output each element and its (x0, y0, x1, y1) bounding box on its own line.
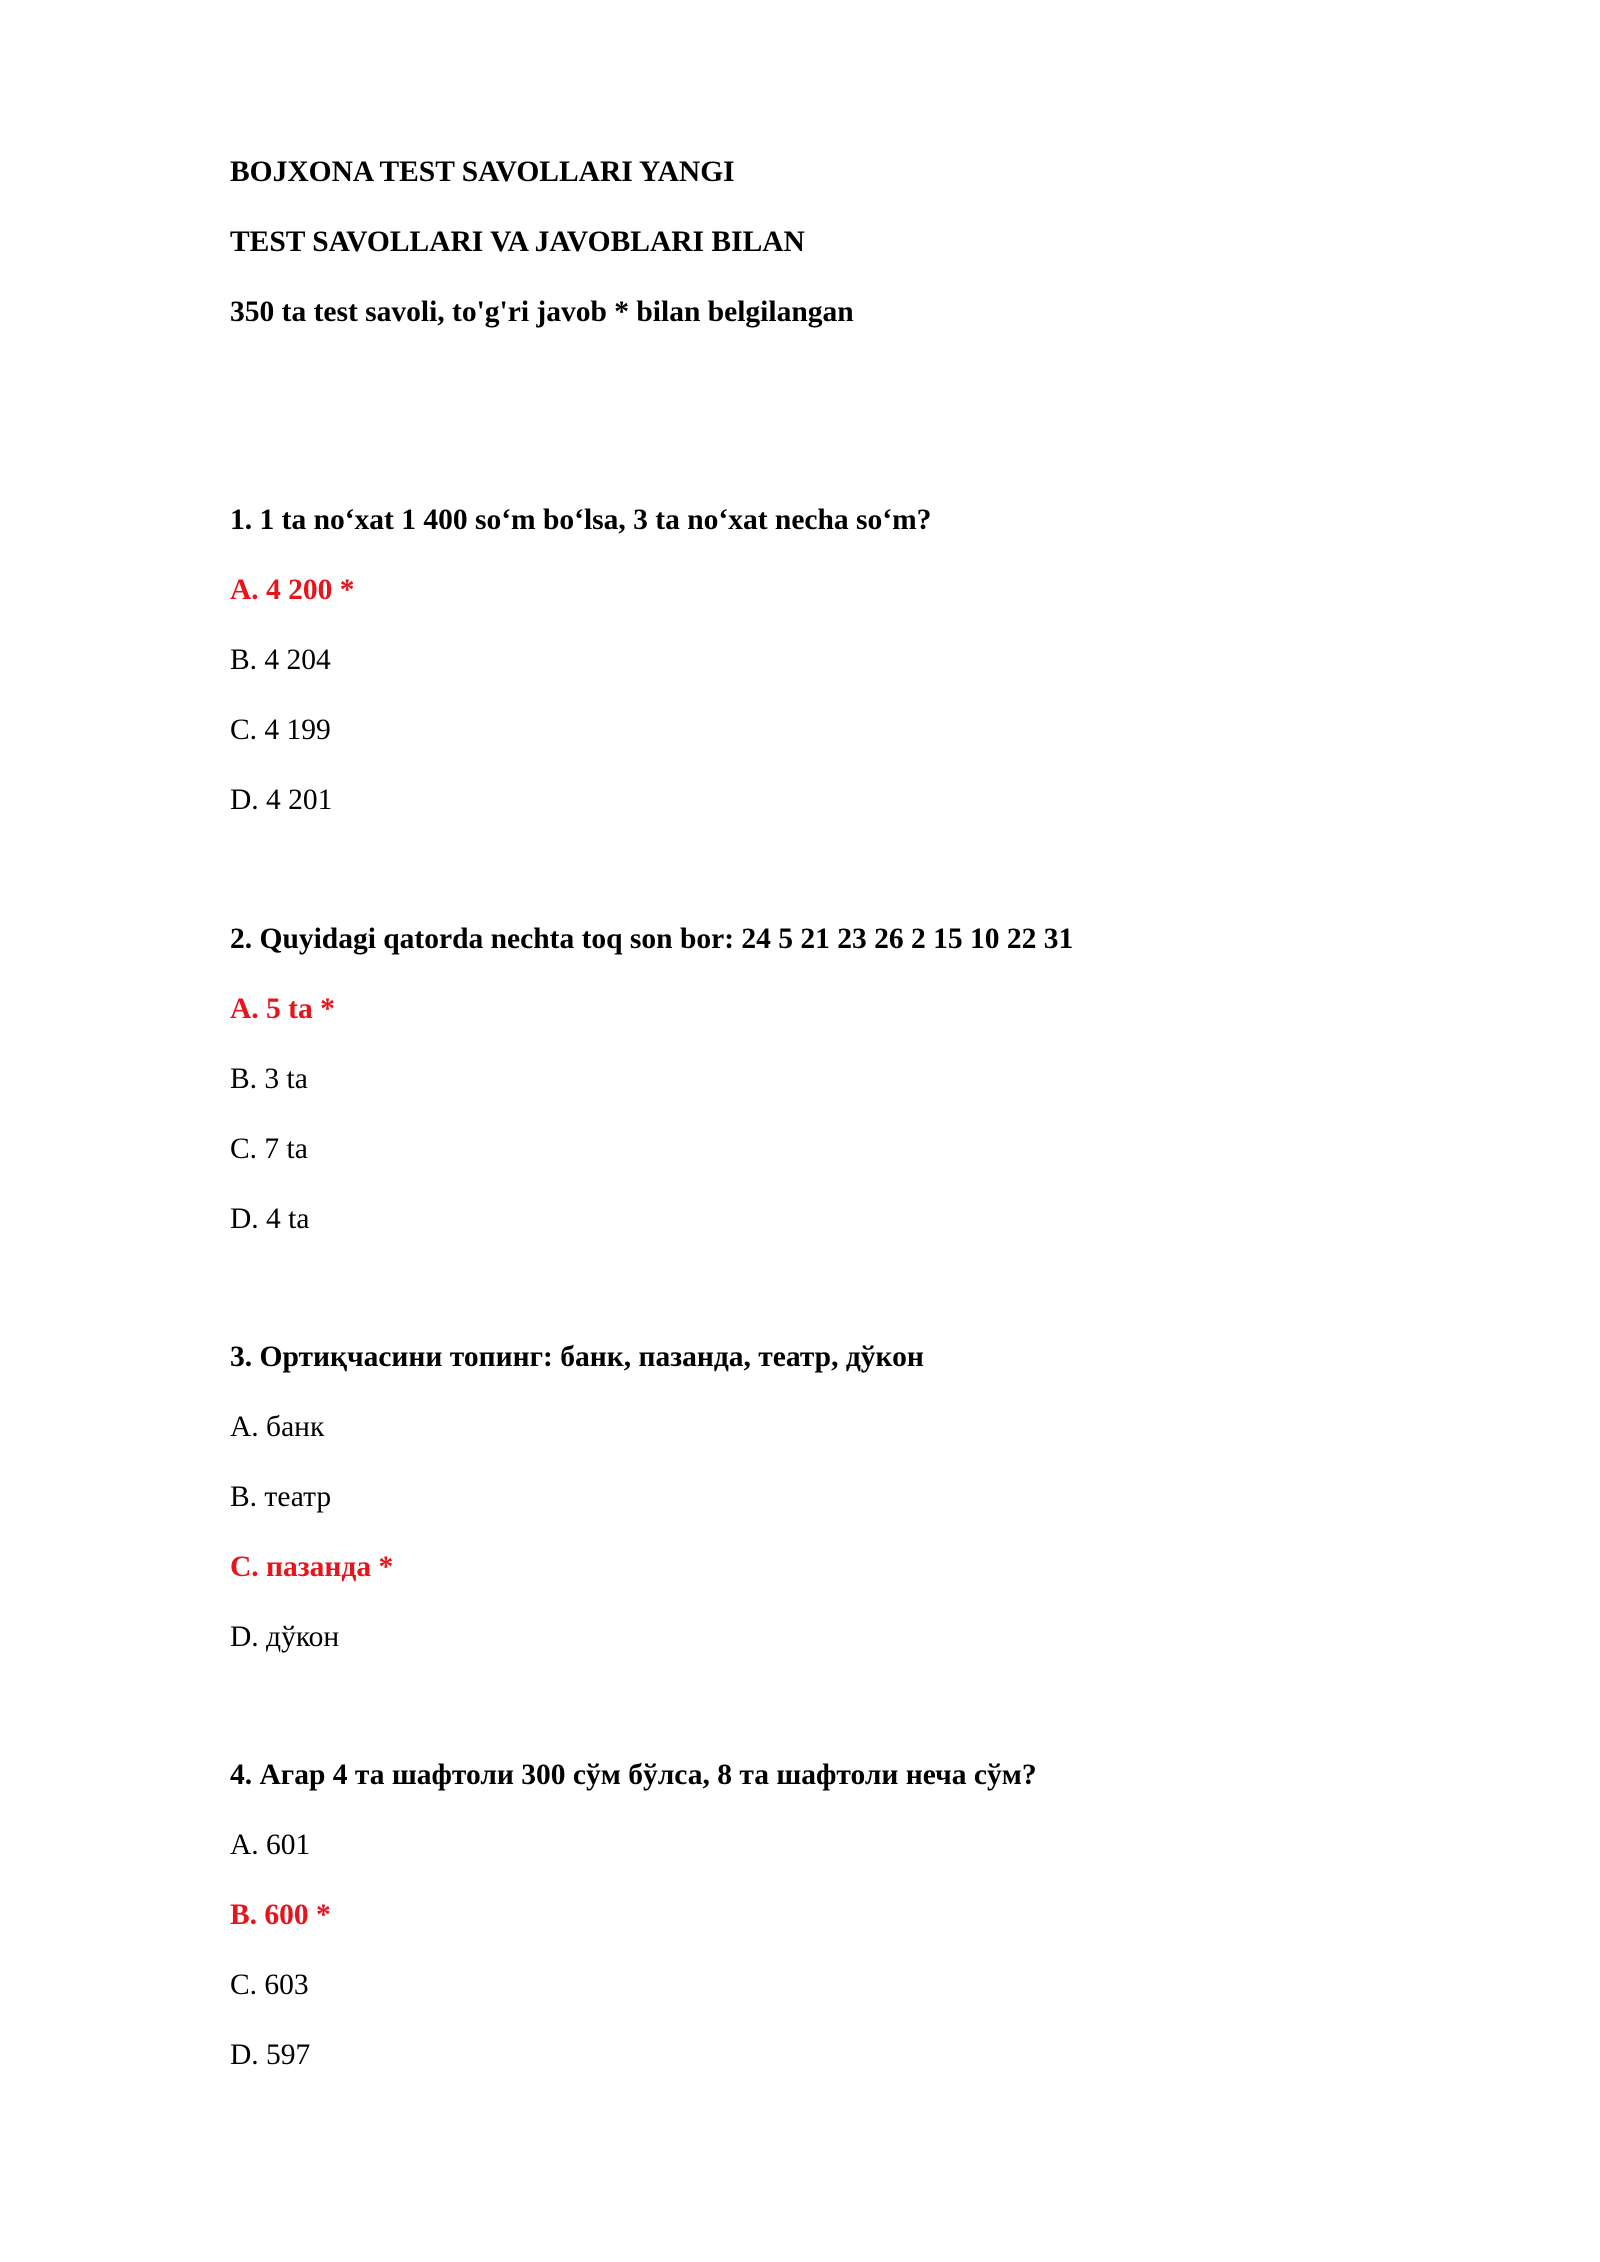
answer-option: A. 601 (230, 1829, 311, 1861)
answer-option: D. дўкон (230, 1621, 340, 1653)
answer-option: C. 4 199 (230, 714, 331, 746)
question-text: 1. 1 ta no‘xat 1 400 so‘m bo‘lsa, 3 ta no‘xat necha so‘m? (230, 504, 932, 536)
answer-option: D. 4 201 (230, 784, 333, 816)
document-note: 350 ta test savoli, to'g'ri javob * bilan belgilangan (230, 296, 854, 328)
answer-option-correct: A. 5 ta * (230, 993, 335, 1025)
answer-option: C. 603 (230, 1969, 309, 2001)
answer-option-correct: C. пазанда * (230, 1551, 394, 1583)
answer-option: B. 4 204 (230, 644, 331, 676)
question-text: 4. Агар 4 та шафтоли 300 сўм бўлса, 8 та шафтоли неча сўм? (230, 1759, 1037, 1791)
answer-option: D. 4 ta (230, 1203, 310, 1235)
question-text: 2. Quyidagi qatorda nechta toq son bor: 24 5 21 23 26 2 15 10 22 31 (230, 923, 1074, 955)
answer-option: B. театр (230, 1481, 332, 1513)
answer-option: A. банк (230, 1411, 325, 1443)
answer-option: D. 597 (230, 2039, 311, 2071)
answer-option-correct: B. 600 * (230, 1899, 331, 1931)
question-text: 3. Ортиқчасини топинг: банк, пазанда, театр, дўкон (230, 1341, 924, 1373)
document-subtitle: TEST SAVOLLARI VA JAVOBLARI BILAN (230, 226, 805, 258)
document-title: BOJXONA TEST SAVOLLARI YANGI (230, 156, 735, 188)
answer-option-correct: A. 4 200 * (230, 574, 355, 606)
answer-option: B. 3 ta (230, 1063, 308, 1095)
answer-option: C. 7 ta (230, 1133, 308, 1165)
